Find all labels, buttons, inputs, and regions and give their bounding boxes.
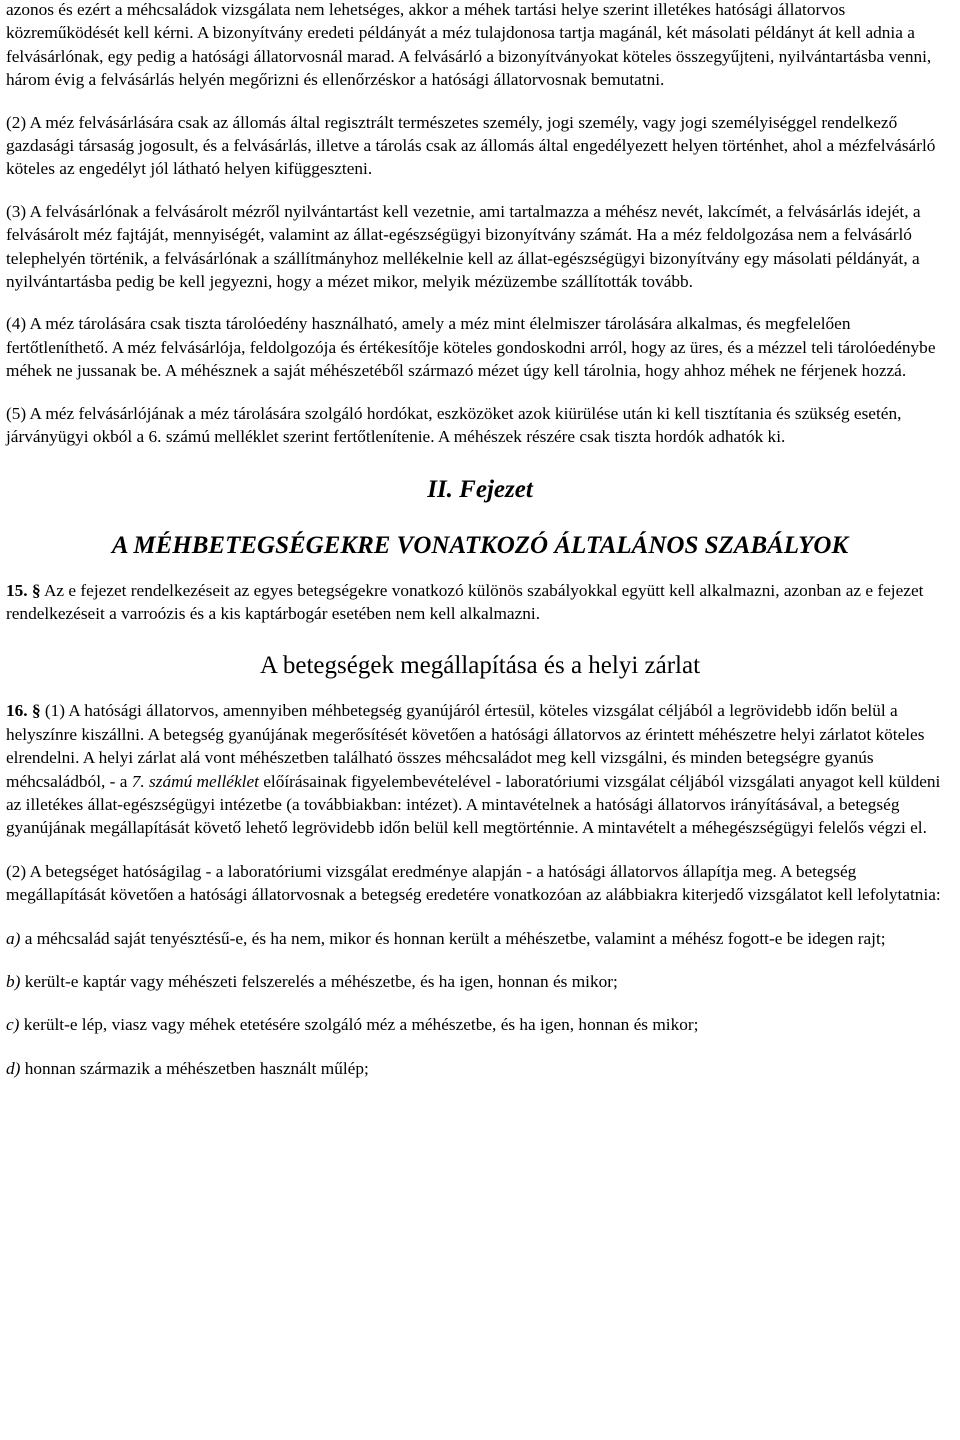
paragraph-sign: § xyxy=(31,701,41,721)
list-item-text: a méhcsalád saját tenyésztésű-e, és ha nem, mikor és honnan került a méhészetbe, valamint a méhész fogott-e be idegen rajt; xyxy=(20,928,886,948)
chapter-subtitle: A MÉHBETEGSÉGEKRE VONATKOZÓ ÁLTALÁNOS SZABÁLYOK xyxy=(111,531,849,559)
chapter-title: II. Fejezet xyxy=(427,475,533,503)
section-16-text-b: előírásainak figyelembevételével - laboratóriumi vizsgálat céljából vizsgálati anyagot kell küldeni az illetékes állat-egészségügyi intézetbe (a továbbiakban: intézet). A mintavételnek a hatósági állatorvos irányításával, a betegség gyanújának megállapítását követő lehető legrövidebb időn belül kell megtörténnie. A mintavételt a méhegészségügyi felelős végzi el. xyxy=(6,771,941,838)
list-item-text: került-e lép, viasz vagy méhek etetésére szolgáló méz a méhészetbe, és ha igen, honnan és mikor; xyxy=(19,1015,699,1035)
list-item-label: d) xyxy=(6,1058,21,1078)
paragraph-3: (3) A felvásárlónak a felvásárolt mézről nyilvántartást kell vezetnie, ami tartalmazza a méhész nevét, lakcímét, a felvásárlás idejét, a felvásárolt méz fajtáját, mennyiségét, valamint az állat-egészségügyi bizonyítvány számát. Ha a méz feldolgozása nem a felvásárló telephelyén történik, a felvásárlónak a szállítmányhoz mellékelnie kell az állat-egészségügyi bizonyítvány egy másolati példányát, a nyilvántartásba pedig be kell jegyezni, hogy a mézet mikor, melyik mézüzembe szállították tovább. xyxy=(6,201,921,292)
list-item-label: c) xyxy=(6,1015,20,1035)
annex-reference: 7. számú melléklet xyxy=(131,771,259,791)
section-16-paragraph-2: (2) A betegséget hatóságilag - a laboratóriumi vizsgálat eredménye alapján - a hatósági állatorvos állapítja meg. A betegség megállapítását követően a hatósági állatorvosnak a betegség eredetére vonatkozóan az alábbiakra kiterjedő vizsgálatot kell lefolytatnia: xyxy=(6,861,941,905)
section-number: 16. xyxy=(6,701,28,721)
section-title: A betegségek megállapítása és a helyi zárlat xyxy=(259,652,701,680)
list-item-label: a) xyxy=(6,928,21,948)
section-16-paragraph-1 xyxy=(6,699,954,839)
section-16-text-a: (1) A hatósági állatorvos, amennyiben méhbetegség gyanújáról értesül, köteles vizsgálat céljából a legrövidebb időn belül a helyszínre kiszállni. A betegség gyanújának megerősítését követően a hatósági állatorvos az érintett méhészetre helyi zárlatot köteles elrendelni. A helyi zárlat alá vont méhészetben található összes méhcsaládot meg kell vizsgálni, és minden betegségre gyanús méhcsaládból, - a xyxy=(6,701,925,791)
section-number: 15. xyxy=(6,580,28,600)
list-item-text: került-e kaptár vagy méhészeti felszerelés a méhészetbe, és ha igen, honnan és mikor; xyxy=(20,971,618,991)
list-item-label: b) xyxy=(6,971,21,991)
list-item xyxy=(6,970,954,993)
list-item xyxy=(6,1013,954,1036)
paragraph-5: (5) A méz felvásárlójának a méz tárolására szolgáló hordókat, eszközöket azok kiürülése után ki kell tisztítania és szükség esetén, járványügyi okból a 6. számú melléklet szerint fertőtlenítenie. A méhészek részére csak tiszta hordók adhatók ki. xyxy=(6,403,902,447)
paragraph-sign: § xyxy=(31,580,41,600)
list-item xyxy=(6,1057,954,1080)
paragraph-continuation: azonos és ezért a méhcsaládok vizsgálata nem lehetséges, akkor a méhek tartási helye szerint illetékes hatósági állatorvos közreműködését kell kérni. A bizonyítvány eredeti példányát a méz tulajdonosa tartja magánál, két másolati példányt át kell adnia a felvásárlónak, egy pedig a hatósági állatorvosnál marad. A felvásárló a bizonyítványokat köteles összegyűjteni, nyilvántartásba venni, három évig a felvásárlás helyén megőrizni és ellenőrzéskor a hatósági állatorvosnak bemutatni. xyxy=(6,0,932,90)
list-item-text: honnan származik a méhészetben használt műlép; xyxy=(20,1058,369,1078)
list-item xyxy=(6,927,954,950)
paragraph-4: (4) A méz tárolására csak tiszta tárolóedény használható, amely a méz mint élelmiszer tárolására alkalmas, és megfelelően fertőtleníthető. A méz felvásárlója, feldolgozója és értékesítője köteles gondoskodni arról, hogy az üres, és a mézzel teli tárolóedénybe méhek ne jussanak be. A méhésznek a saját méhészetéből származó mézet úgy kell tárolnia, hogy ahhoz méhek ne férjenek hozzá. xyxy=(6,314,936,381)
section-15 xyxy=(6,579,954,626)
section-15-text: Az e fejezet rendelkezéseit az egyes betegségekre vonatkozó különös szabályokkal együtt kell alkalmazni, azonban az e fejezet rendelkezéseit a varroózis és a kis kaptárbogár esetében nem kell alkalmazni. xyxy=(6,580,924,623)
paragraph-2: (2) A méz felvásárlására csak az állomás által regisztrált természetes személy, jogi személy, vagy jogi személyiséggel rendelkező gazdasági társaság jogosult, és a felvásárlás, illetve a tárolás csak az állomás által engedélyezett helyen történhet, ahol a mézfelvásárló köteles az engedélyt jól látható helyen kifüggeszteni. xyxy=(6,112,936,179)
